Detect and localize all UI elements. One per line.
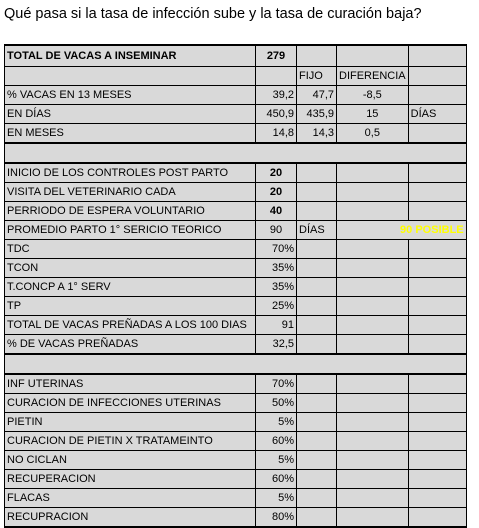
- row-label[interactable]: TP: [5, 297, 256, 316]
- cell[interactable]: [337, 297, 409, 316]
- table-row: [5, 316, 467, 335]
- row-fijo[interactable]: 435,9: [297, 105, 337, 124]
- row-label[interactable]: CURACION DE INFECCIONES UTERINAS: [5, 394, 256, 413]
- cell[interactable]: [297, 316, 337, 335]
- row-value[interactable]: 20: [256, 163, 297, 183]
- cell[interactable]: [408, 335, 466, 355]
- cell[interactable]: [408, 259, 466, 278]
- total-vacas-value[interactable]: 279: [256, 45, 297, 67]
- row-value[interactable]: 5%: [256, 489, 297, 508]
- row-value[interactable]: 450,9: [256, 105, 297, 124]
- table-row: [5, 86, 467, 105]
- row-value[interactable]: 25%: [256, 297, 297, 316]
- cell[interactable]: [408, 394, 466, 413]
- cell[interactable]: [408, 45, 466, 67]
- row-label[interactable]: FLACAS: [5, 489, 256, 508]
- row-fijo[interactable]: 47,7: [297, 86, 337, 105]
- row-label[interactable]: RECUPRACION: [5, 508, 256, 528]
- table-row: [5, 394, 467, 413]
- row-label[interactable]: PERRIODO DE ESPERA VOLUNTARIO: [5, 202, 256, 221]
- cell[interactable]: [408, 489, 466, 508]
- cell[interactable]: [408, 374, 466, 394]
- cell[interactable]: [256, 67, 297, 86]
- row-label[interactable]: % VACAS EN 13 MESES: [5, 86, 256, 105]
- row-diferencia[interactable]: 15: [337, 105, 409, 124]
- row-value[interactable]: 50%: [256, 394, 297, 413]
- cell[interactable]: [337, 470, 409, 489]
- cell[interactable]: [297, 297, 337, 316]
- row-label[interactable]: T.CONCP A 1° SERV: [5, 278, 256, 297]
- row-value[interactable]: 80%: [256, 508, 297, 528]
- cell[interactable]: [408, 183, 466, 202]
- table-row: [5, 202, 467, 221]
- row-value[interactable]: 70%: [256, 374, 297, 394]
- table-row: [5, 124, 467, 144]
- cell[interactable]: [5, 67, 256, 86]
- header-row: [5, 45, 467, 67]
- cell[interactable]: [297, 508, 337, 528]
- table-row: [5, 221, 467, 240]
- row-unit[interactable]: DÍAS: [297, 221, 337, 240]
- row-label[interactable]: EN MESES: [5, 124, 256, 144]
- row-value[interactable]: 60%: [256, 470, 297, 489]
- cell[interactable]: [408, 67, 466, 86]
- row-label[interactable]: INF UTERINAS: [5, 374, 256, 394]
- cell[interactable]: [408, 470, 466, 489]
- row-label[interactable]: RECUPERACION: [5, 470, 256, 489]
- row-diferencia[interactable]: -8,5: [337, 86, 409, 105]
- row-diferencia[interactable]: 0,5: [337, 124, 409, 144]
- row-label[interactable]: VISITA DEL VETERINARIO CADA: [5, 183, 256, 202]
- cell[interactable]: [337, 432, 409, 451]
- diferencia-header[interactable]: DIFERENCIA: [337, 67, 409, 86]
- table-row: [5, 432, 467, 451]
- row-fijo[interactable]: 14,3: [297, 124, 337, 144]
- cell[interactable]: [297, 278, 337, 297]
- subheader-row: [5, 67, 467, 86]
- cell[interactable]: [337, 451, 409, 470]
- row-value[interactable]: 32,5: [256, 335, 297, 355]
- cell[interactable]: [337, 508, 409, 528]
- row-value[interactable]: 5%: [256, 451, 297, 470]
- cell[interactable]: [297, 163, 337, 183]
- cell[interactable]: [297, 413, 337, 432]
- posible-badge[interactable]: 90 POSIBLE: [337, 221, 467, 240]
- table-row: [5, 508, 467, 528]
- row-value[interactable]: 91: [256, 316, 297, 335]
- table-row: [5, 489, 467, 508]
- cell[interactable]: [408, 316, 466, 335]
- row-label[interactable]: TDC: [5, 240, 256, 259]
- spacer-row: [5, 143, 467, 163]
- cell[interactable]: [297, 489, 337, 508]
- cell[interactable]: [337, 335, 409, 355]
- cell[interactable]: [337, 163, 409, 183]
- table-row: [5, 105, 467, 124]
- cell[interactable]: [337, 240, 409, 259]
- cell[interactable]: [297, 470, 337, 489]
- row-label[interactable]: NO CICLAN: [5, 451, 256, 470]
- fijo-header[interactable]: FIJO: [297, 67, 337, 86]
- row-label[interactable]: TOTAL DE VACAS PREÑADAS A LOS 100 DIAS: [5, 316, 256, 335]
- row-value[interactable]: 90: [256, 221, 297, 240]
- table-row: [5, 297, 467, 316]
- cell[interactable]: [408, 202, 466, 221]
- row-extra[interactable]: [408, 124, 466, 144]
- row-value[interactable]: 35%: [256, 278, 297, 297]
- table-row: [5, 259, 467, 278]
- cell[interactable]: [337, 394, 409, 413]
- cell[interactable]: [337, 278, 409, 297]
- cell[interactable]: [337, 183, 409, 202]
- scenario-question: Qué pasa si la tasa de infección sube y la tasa de curación baja?: [4, 6, 422, 22]
- table-row: [5, 470, 467, 489]
- row-value[interactable]: 14,8: [256, 124, 297, 144]
- cell[interactable]: [297, 432, 337, 451]
- table-row: [5, 413, 467, 432]
- cell[interactable]: [337, 374, 409, 394]
- table-row: [5, 451, 467, 470]
- row-value[interactable]: 40: [256, 202, 297, 221]
- cell[interactable]: [408, 163, 466, 183]
- table-row: [5, 278, 467, 297]
- cell[interactable]: [408, 432, 466, 451]
- row-label[interactable]: PROMEDIO PARTO 1° SERICIO TEORICO: [5, 221, 256, 240]
- cell[interactable]: [408, 297, 466, 316]
- row-label[interactable]: INICIO DE LOS CONTROLES POST PARTO: [5, 163, 256, 183]
- row-label[interactable]: EN DÍAS: [5, 105, 256, 124]
- row-value[interactable]: 5%: [256, 413, 297, 432]
- cell[interactable]: [337, 489, 409, 508]
- row-value[interactable]: 20: [256, 183, 297, 202]
- cell[interactable]: [297, 240, 337, 259]
- table-row: [5, 335, 467, 355]
- cell[interactable]: [337, 259, 409, 278]
- cell[interactable]: [408, 278, 466, 297]
- cell[interactable]: [337, 202, 409, 221]
- cell[interactable]: [297, 451, 337, 470]
- spreadsheet-table: [4, 44, 467, 528]
- row-value[interactable]: 60%: [256, 432, 297, 451]
- cell[interactable]: [297, 202, 337, 221]
- cell[interactable]: [337, 413, 409, 432]
- cell[interactable]: [337, 316, 409, 335]
- cell[interactable]: [297, 183, 337, 202]
- row-value[interactable]: 70%: [256, 240, 297, 259]
- spacer-row: [5, 354, 467, 374]
- cell[interactable]: [297, 374, 337, 394]
- row-label[interactable]: % DE VACAS PREÑADAS: [5, 335, 256, 355]
- total-vacas-label[interactable]: TOTAL DE VACAS A INSEMINAR: [5, 45, 256, 67]
- cell[interactable]: [408, 240, 466, 259]
- row-label[interactable]: PIETIN: [5, 413, 256, 432]
- row-label[interactable]: TCON: [5, 259, 256, 278]
- row-label[interactable]: CURACION DE PIETIN X TRATAMEINTO: [5, 432, 256, 451]
- row-value[interactable]: 35%: [256, 259, 297, 278]
- cell[interactable]: [297, 259, 337, 278]
- row-value[interactable]: 39,2: [256, 86, 297, 105]
- table-row: [5, 240, 467, 259]
- row-extra[interactable]: DÍAS: [408, 105, 466, 124]
- cell[interactable]: [408, 451, 466, 470]
- table-row: [5, 163, 467, 183]
- row-extra[interactable]: [408, 86, 466, 105]
- cell[interactable]: [408, 508, 466, 528]
- cell[interactable]: [297, 335, 337, 355]
- cell[interactable]: [297, 394, 337, 413]
- table-row: [5, 374, 467, 394]
- cell[interactable]: [337, 45, 409, 67]
- cell[interactable]: [297, 45, 337, 67]
- table-row: [5, 183, 467, 202]
- cell[interactable]: [408, 413, 466, 432]
